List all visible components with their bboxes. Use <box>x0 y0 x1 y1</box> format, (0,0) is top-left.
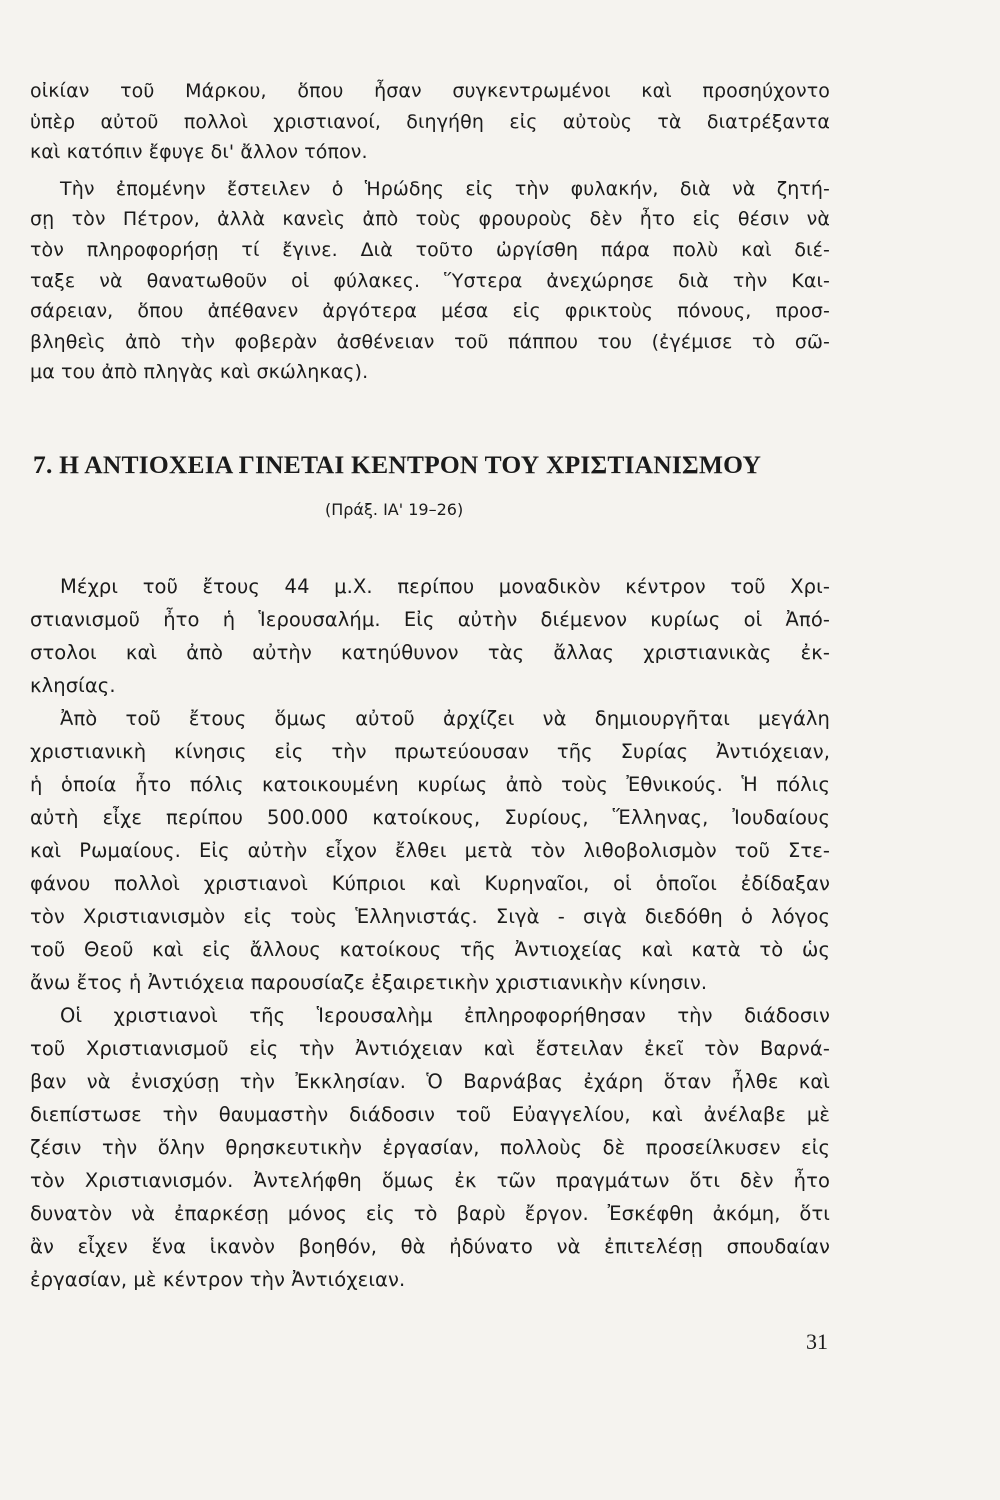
text-line: στολοι καὶ ἀπὸ αὐτὴν κατηύθυνον τὰς ἄλλας χριστιανικὰς ἐκ- <box>30 641 830 664</box>
text-line: χριστιανικὴ κίνησις εἰς τὴν πρωτεύουσαν τῆς Συρίας Ἀντιόχειαν, <box>30 740 830 763</box>
text-line: ἐργασίαν, μὲ κέντρον τὴν Ἀντιόχειαν. <box>30 1268 406 1291</box>
text-line: σῃ τὸν Πέτρον, ἀλλὰ κανεὶς ἀπὸ τοὺς φρουροὺς δὲν ἦτο εἰς θέσιν νὰ <box>30 208 830 231</box>
text-line: τὸν πληροφορήσῃ τί ἔγινε. Διὰ τοῦτο ὠργίσθη πάρα πολὺ καὶ διέ- <box>30 238 830 261</box>
paragraph-continuation <box>30 76 830 168</box>
paragraph-jerusalem <box>30 570 830 702</box>
text-line: βαν νὰ ἐνισχύσῃ τὴν Ἐκκλησίαν. Ὁ Βαρνάβας ἐχάρη ὅταν ἦλθε καὶ <box>30 1070 830 1093</box>
text-line: ζέσιν τὴν ὅλην θρησκευτικὴν ἐργασίαν, πολλοὺς δὲ προσείλκυσεν εἰς <box>30 1136 830 1159</box>
text-line: βληθεὶς ἀπὸ τὴν φοβερὰν ἀσθένειαν τοῦ πάππου του (ἐγέμισε τὸ σῶ- <box>30 330 830 353</box>
text-line: τὸν Χριστιανισμόν. Ἀντελήφθη ὅμως ἐκ τῶν πραγμάτων ὅτι δὲν ἦτο <box>30 1169 830 1192</box>
text-line: τοῦ Χριστιανισμοῦ εἰς τὴν Ἀντιόχειαν καὶ ἔστειλαν ἐκεῖ τὸν Βαρνά- <box>30 1037 830 1060</box>
text-line: ἂν εἶχεν ἕνα ἱκανὸν βοηθόν, θὰ ἠδύνατο νὰ ἐπιτελέσῃ σπουδαίαν <box>30 1235 830 1258</box>
paragraph-antioch <box>30 702 830 999</box>
text-line: αὐτὴ εἶχε περίπου 500.000 κατοίκους, Συρίους, Ἕλληνας, Ἰουδαίους <box>30 806 830 829</box>
text-line: σάρειαν, ὅπου ἀπέθανεν ἀργότερα μέσα εἰς φρικτοὺς πόνους, προσ- <box>30 300 830 323</box>
scripture-reference: (Πράξ. ΙΑ' 19–26) <box>325 500 464 519</box>
text-line: κλησίας. <box>30 674 116 697</box>
text-line: οἰκίαν τοῦ Μάρκου, ὅπου ἦσαν συγκεντρωμένοι καὶ προσηύχοντο <box>30 80 830 102</box>
paragraph-herod <box>30 168 830 388</box>
paragraph-barnabas <box>30 999 830 1296</box>
text-line: ταξε νὰ θανατωθοῦν οἱ φύλακες. Ὕστερα ἀνεχώρησε διὰ τὴν Και- <box>30 269 830 292</box>
text-line: καὶ κατόπιν ἔφυγε δι' ἄλλον τόπον. <box>30 141 368 164</box>
text-line: Οἱ χριστιανοὶ τῆς Ἱερουσαλὴμ ἐπληροφορήθησαν τὴν διάδοσιν <box>60 1004 830 1027</box>
text-line: ἄνω ἔτος ἡ Ἀντιόχεια παρουσίαζε ἐξαιρετικὴν χριστιανικὴν κίνησιν. <box>30 971 708 994</box>
text-line: καὶ Ρωμαίους. Εἰς αὐτὴν εἶχον ἔλθει μετὰ τὸν λιθοβολισμὸν τοῦ Στε- <box>30 839 830 862</box>
text-line: διεπίστωσε τὴν θαυμαστὴν διάδοσιν τοῦ Εὐαγγελίου, καὶ ἀνέλαβε μὲ <box>30 1103 830 1126</box>
section-heading: 7. Η ΑΝΤΙΟΧΕΙΑ ΓΙΝΕΤΑΙ ΚΕΝΤΡΟΝ ΤΟΥ ΧΡΙΣΤΙΑΝΙΣΜΟΥ <box>33 450 762 479</box>
page-number: 31 <box>806 1329 828 1354</box>
text-line: ἡ ὁποία ἦτο πόλις κατοικουμένη κυρίως ἀπὸ τοὺς Ἐθνικούς. Ἡ πόλις <box>30 773 830 796</box>
text-line: τὸν Χριστιανισμὸν εἰς τοὺς Ἑλληνιστάς. Σιγὰ - σιγὰ διεδόθη ὁ λόγος <box>30 905 830 928</box>
text-line: τοῦ Θεοῦ καὶ εἰς ἄλλους κατοίκους τῆς Ἀντιοχείας καὶ κατὰ τὸ ὡς <box>30 938 830 961</box>
text-line: Τὴν ἐπομένην ἔστειλεν ὁ Ἡρώδης εἰς τὴν φυλακήν, διὰ νὰ ζητή- <box>60 177 830 200</box>
text-line: ὑπὲρ αὐτοῦ πολλοὶ χριστιανοί, διηγήθη εἰς αὐτοὺς τὰ διατρέξαντα <box>30 110 830 133</box>
text-line: μα του ἀπὸ πληγὰς καὶ σκώληκας). <box>30 361 369 384</box>
text-line: δυνατὸν νὰ ἐπαρκέσῃ μόνος εἰς τὸ βαρὺ ἔργον. Ἐσκέφθη ἀκόμη, ὅτι <box>30 1202 830 1225</box>
top-text-block <box>30 76 830 388</box>
text-line: φάνου πολλοὶ χριστιανοὶ Κύπριοι καὶ Κυρηναῖοι, οἱ ὁποῖοι ἐδίδαξαν <box>30 872 830 895</box>
section-body <box>30 570 830 1296</box>
text-line: στιανισμοῦ ἦτο ἡ Ἱερουσαλήμ. Εἰς αὐτὴν διέμενον κυρίως οἱ Ἀπό- <box>30 608 830 631</box>
text-line: Μέχρι τοῦ ἔτους 44 μ.Χ. περίπου μοναδικὸν κέντρον τοῦ Χρι- <box>60 575 830 598</box>
text-line: Ἀπὸ τοῦ ἔτους ὅμως αὐτοῦ ἀρχίζει νὰ δημιουργῆται μεγάλη <box>60 707 830 730</box>
